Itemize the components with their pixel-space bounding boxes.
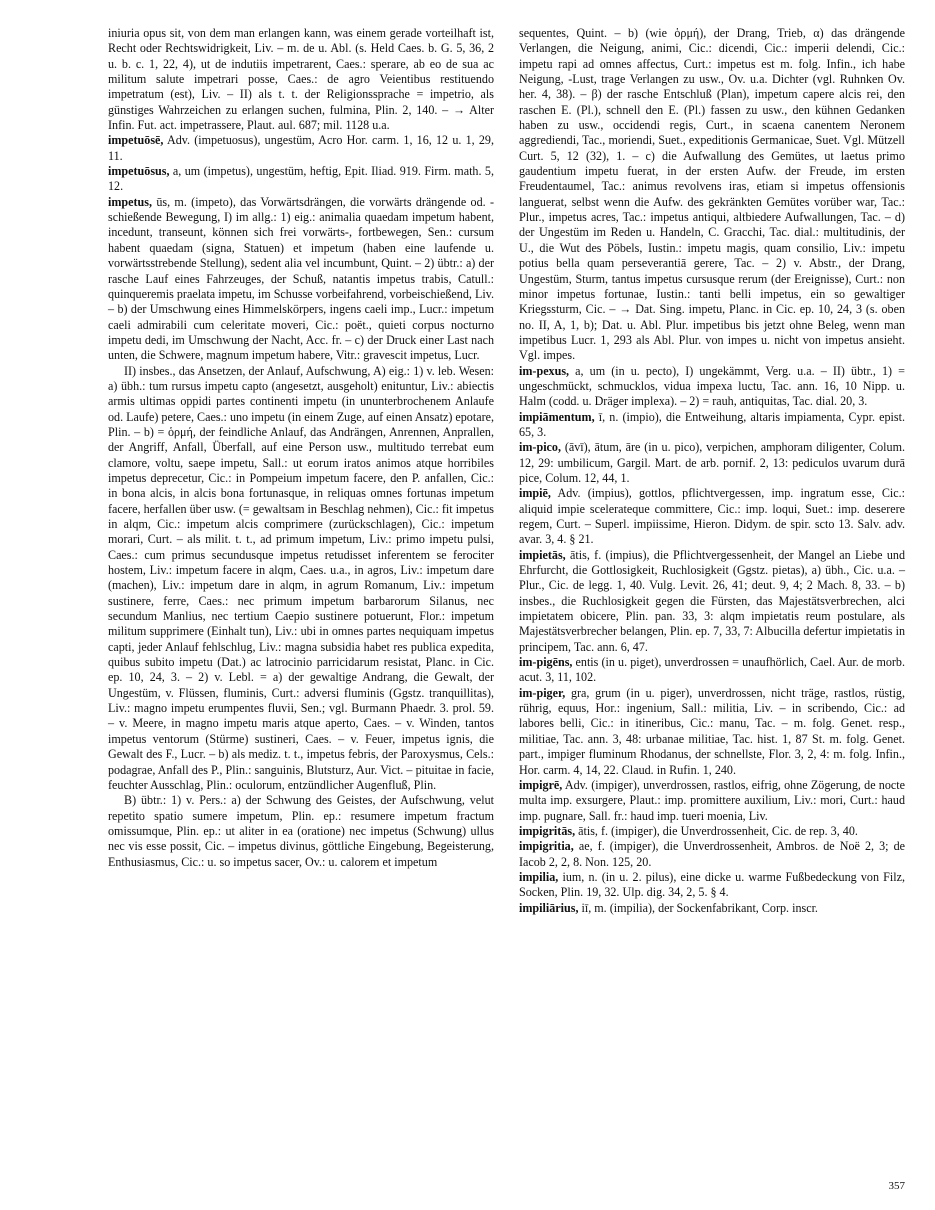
entry-text: Adv. (impius), gottlos, pflichtvergessen, imp. ingratum esse, Cic.: aliquid impie scelerateque committere, Cic.: imp. loqui, Suet.: imp. deserere regem, Curt. – Superl. impiissime, Hieron. Didym. de spir. scto 13. Salv. adv. avar. 3, 4. § 21.: [519, 486, 905, 547]
entry-headword: impetuōsus,: [108, 164, 170, 179]
entry-text: ium, n. (in u. 2. pilus), eine dicke u. warme Fußbedeckung von Filz, Socken, Plin. 19, 32. Ulp. dig. 34, 2, 5. § 4.: [519, 869, 905, 900]
right-column: [519, 26, 905, 916]
entry-headword: impiāmentum,: [519, 409, 595, 424]
entry-text: ātis, f. (impiger), die Unverdrossenheit, Cic. de rep. 3, 40.: [575, 823, 858, 838]
dictionary-entry: [519, 824, 905, 839]
entry-headword: impigrē,: [519, 777, 563, 792]
entry-headword: impetuōsē,: [108, 133, 164, 148]
entry-text: Adv. (impetuosus), ungestüm, Acro Hor. carm. 1, 16, 12 u. 1, 29, 11.: [108, 133, 494, 163]
entry-text: a, um (impetus), ungestüm, heftig, Epit. Iliad. 919. Firm. math. 5, 12.: [108, 164, 494, 194]
dictionary-entry: [108, 133, 494, 164]
entry-headword: im-pico,: [519, 440, 561, 455]
entry-text: ūs, m. (impeto), das Vorwärtsdrängen, die vorwärts drängende od. -schießende Bewegung, I) im allg.: 1) eig.: animalia quaedam impetum habent, incedunt, transeunt, können sich frei vorwärts-, fortbewegen, Sen.: cursum habent quaedam (signa, Statuen) et impetum (haben eine laufende u. vorwärtsstrebende Stellung), sedent alia vel incumbunt, Quint. – 2) übtr.: a) der rasche Lauf eines Fahrzeuges, der Schuß, natantis impetus trabis, Catull.: quinqueremis praelata impetu, im Schusse vorbeifahrend, vorbeischießend, Liv. – b) der Umschwung eines Himmelskörpers, ingens caeli imp., Lucr.: impetum caeli admirabili cum celeritate moveri, Cic.: poët., quieti corpus nocturno impetu dedi, im Umschwung der Nacht, Acc. fr. – c) der Druck einer Last nach unten, die Schwere, magnum impetum habere, Vitr.: gravescit impetus, Lucr.: [108, 194, 494, 363]
entry-text: ī, n. (impio), die Entweihung, altaris impiamenta, Cypr. epist. 65, 3.: [519, 409, 905, 439]
entry-headword: impigritās,: [519, 823, 576, 838]
entry-text: iī, m. (impilia), der Sockenfabrikant, Corp. inscr.: [578, 900, 818, 915]
dictionary-entry: [108, 195, 494, 364]
entry-headword: impiliārius,: [519, 900, 579, 915]
dictionary-entry: [108, 164, 494, 195]
entry-text: sequentes, Quint. – b) (wie ὁρμή), der Drang, Trieb, α) das drängende Verlangen, die Neigung, animi, Cic.: dicendi, Cic.: imperii delendi, Cic.: impetu rapi ad omnes affectus, Curt.: impetus est m. folg. Infin., ich habe Neigung, -Lust, trage Verlangen zu usw., Ov. u.a. Dichter (vgl. Ruhnken Ov. her. 4, 38). – β) der rasche Entschluß (Plan), impetum capere alcis rei, den raschen E. (Pl.), schnell den E. (Pl.) fassen zu usw., den kühnen Gedanken haben zu usw., occidendi regis, Curt., in scaena canentem Neronem aggrediendi, Tac., moriendi, Suet., expeditionis Germanicae, Suet. Vgl. Mützell Curt. 5, 12 (32), 1. – c) die Aufwallung des Gemütes, ut laetus primo gaudentium impetu fuerat, in der ersten Aufw. der Freude, im ersten Freudentaumel, Tac.: animus revolvens iras, etiam si impetus offensionis languerat, selbst wenn die Aufw. des gekränkten Gemütes vorüber war, Tac.: Plur., impetus acres, Tac.: impetus antiqui, altbiedere Aufwallungen, Tac. – d) der Ungestüm im Reden u. Handeln, C. Gracchi, Tac. dial.: multitudinis, der U., die Wut des Pöbels, Iustin.: impetu magis, quam consilio, Liv.: impetu potius bella quam perseverantiā gerere, Tac. – 2) v. Abstr., der Drang, Ungestüm, Sturm, tantus impetus cursusque rerum (der Ereignisse), Curt.: non minor impetus fortunae, Iustin.: tanti belli impetus, ein so gewaltiger Kriegssturm, Cic. – → Dat. Sing. impetu, Planc. in Cic. ep. 10, 24, 3 (s. oben no. II, A, 1, b); Dat. u. Abl. Plur. impetibus bis jetzt ohne Beleg, wenn man impetibus Lucr. 1, 293 als Abl. Plur. von impes u. nicht von impetus ansieht. Vgl. impes.: [519, 26, 905, 363]
dictionary-entry: [108, 364, 494, 794]
dictionary-entry: [519, 655, 905, 686]
entry-text: ātis, f. (impius), die Pflichtvergessenheit, der Mangel an Liebe und Ehrfurcht, die Gottlosigkeit, Ruchlosigkeit (Ggstz. pietas), a) übh., Cic. u.a. – Plur., Cic. de legg. 1, 40. Vulg. Levit. 26, 41; deut. 9, 4; 2 Mach. 8, 33. – b) insbes., die Ruchlosigkeit gegen die Fürsten, das Majestätsverbrechen, alci impietatem obicere, Plin. pan. 33, 3: alqm impietatis reum postulare, als Majestätsverbrecher belangen, Plin. ep. 7, 33, 7: Albucilla defertur impietatis in principem, Tac. ann. 6, 47.: [519, 547, 905, 654]
dictionary-entry: [108, 793, 494, 870]
dictionary-page: [108, 26, 905, 1196]
entry-text: ae, f. (impiger), die Unverdrossenheit, Ambros. de Noë 2, 3; de Iacob 2, 2, 8. Non. 125, 20.: [519, 839, 905, 869]
entry-headword: impietās,: [519, 547, 566, 562]
entry-text: B) übtr.: 1) v. Pers.: a) der Schwung des Geistes, der Aufschwung, velut repetito spatio sumere impetum, Plin. ep.: resumere impetum fractum omissumque, Plin. ep.: ut aliter in ea (oratione) nec impetus (Schwung) ullus nec vis esse possit, Cic. – impetus divinus, göttliche Eingebung, Begeisterung, Enthusiasmus, Cic.: u. so impetus sacer, Ov.: u. calorem et impetum: [108, 793, 494, 869]
dictionary-entry: [519, 548, 905, 655]
entry-text: gra, grum (in u. piger), unverdrossen, nicht träge, rastlos, rüstig, rührig, equus, Hor.: ingenium, Sall.: militia, Liv. – in scribendo, Cic.: ad labores belli, Cic.: in itineribus, Cic.: manu, Tac. – m. folg. Genet. resp., militiae, Tac. ann. 3, 48: urbanae militiae, Tac. hist. 1, 87 St. m. folg. Genet. part., impiger fluminum Rhodanus, der schnellste, Flor. 3, 2, 4: m. folg. Infin., Hor. carm. 4, 14, 22. Claud. in Rufin. 1, 240.: [519, 685, 905, 777]
entry-text: (āvī), ātum, āre (in u. pico), verpichen, amphoram diligenter, Colum. 12, 29: umbilicum, Gargil. Mart. de arb. pornif. 2, 13: pediculos uvarum durā pice, Colum. 12, 44, 1.: [519, 440, 905, 485]
dictionary-entry: [519, 901, 905, 916]
entry-headword: im-piger,: [519, 685, 566, 700]
dictionary-entry: [519, 410, 905, 441]
entry-text: entis (in u. piget), unverdrossen = unaufhörlich, Cael. Aur. de morb. acut. 3, 11, 102.: [519, 655, 905, 685]
entry-headword: impetus,: [108, 194, 153, 209]
dictionary-entry: [519, 839, 905, 870]
entry-headword: impilia,: [519, 869, 559, 884]
dictionary-entry: [519, 26, 905, 364]
dictionary-entry: [519, 440, 905, 486]
dictionary-entry: [519, 686, 905, 778]
entry-headword: im-pexus,: [519, 363, 570, 378]
dictionary-entry: [519, 778, 905, 824]
entry-headword: impiē,: [519, 486, 551, 501]
left-column: [108, 26, 494, 870]
dictionary-entry: [519, 364, 905, 410]
dictionary-entry: [108, 26, 494, 133]
page-number: 357: [888, 1180, 905, 1192]
entry-text: II) insbes., das Ansetzen, der Anlauf, Aufschwung, A) eig.: 1) v. leb. Wesen: a) übh.: tum rursus impetu capto (angesetzt, ausgeholt) enituntur, Liv.: abiectis armis ultimas oppidi partes continenti impetu (in ununterbrochenem Anlaufe od. Laufe) petere, Caes.: uno impetu (in einem Zuge, auf einen Ansatz) epotare, Plin. – b) = ὁρμή, der feindliche Anlauf, das Andrängen, Anrennen, Anprallen, der Angriff, Anfall, Überfall, auf eine Person usw., multitudo terrebat eum clamore, voltu, saepe impetu, Sall.: ut eorum iratos animos atque horribiles impetus deprecetur, Cic.: in Pompeium impetum facere, den P. anfallen, Cic.: in bona alcis, in alcis bona fortunasque, in reliquas omnes fortunas impetum facere, herfallen über usw. (= gewaltsam in Beschlag nehmen), Cic.: fit impetus in alqm, Cic.: impetum alcis comprimere (zurückschlagen), Cic.: impetum morari, Curt. – als milit. t. t., ad primum impetum, Liv.: primo impetu pulsi, Caes.: cum primus secundusque impetus retudisset inferentem se ferociter hostem, Liv.: impetum facere in alqm, Caes. u.a., in agros, Liv.: impetum dare (machen), Liv.: impetum dare in alqm, in agrum Romanum, Liv.: impetum sustinere, ferre, Caes.: nec primum impetum barbarorum Silanus, nec secundum Manlius, nec tertium Caepio sustinere potuerunt, Flor.: impetum militum supprimere (Einhalt tun), Liv.: ubi in omnes partes nequiquam impetus capti, jeder Anlauf fehlschlug, Liv.: magna subsidia habet res publica expedita, quibus subito impetu (Dat.) ac latrocinio parricidarum resistat, Planc. in Cic. ep. 10, 24, 3. – 2) v. Lebl. = a) der gewaltige Andrang, die Gewalt, der Ungestüm, v. Flüssen, fluminis, Curt.: adversi fluminis (Ggstz. tranquillitas), Liv.: magno impetu erumpentes fluvii, Sen.; vgl. Burmann Phaedr. 3. prol. 59. – v. Meere, in magno impetu maris atque aperto, Caes. – v. Winden, tantos impetus ventorum (Stürme) sustineri, Caes. – v. Feuer, impetus ignis, die Gewalt des F., Lucr. – b) als mediz. t. t., impetus febris, der Paroxysmus, Cels.: podagrae, Anfall des P., Plin.: sanguinis, Blutsturz, Aur. Vict. – pituitae in facie, feuchter Ausschlag, Plin.: oculorum, entzündlicher Augenfluß, Plin.: [108, 363, 494, 792]
entry-text: Adv. (impiger), unverdrossen, rastlos, eifrig, ohne Zögerung, de nocte multa imp. exsurgere, Plaut.: imp. promittere auxilium, Liv.: mori, Curt.: haud imp. pugnare, Sall. fr.: haud imp. tueri moenia, Liv.: [519, 777, 905, 823]
entry-text: a, um (in u. pecto), I) ungekämmt, Verg. u.a. – II) übtr., 1) = ungeschmückt, schmucklos, vidua impexa luctu, Tac. ann. 16, 10 Nipp. u. Halm (codd. u. Dräger implexa). – 2) = rauh, antiquitas, Tac. dial. 20, 3.: [519, 363, 905, 409]
dictionary-entry: [519, 486, 905, 547]
entry-text: iniuria opus sit, von dem man erlangen kann, was einem gerade vorteilhaft ist, Recht oder Rechtswidrigkeit, Liv. – m. de u. Abl. (s. Held Caes. b. G. 5, 36, 2 u. b. c. 1, 22, 4), ut de indutiis impetrarent, Caes.: sperare, ab eo de sua ac militum salute impetrari posse, Caes.: de agro Veientibus restituendo impetratum (est), Liv. – II) als t. t. der Religionssprache = impetrio, als günstiges Wahrzeichen zu erlangen suchen, fulmina, Plin. 2, 140. – → Alter Infin. Fut. act. impetrassere, Plaut. aul. 687; mil. 1128 u.a.: [108, 26, 494, 133]
entry-headword: impigritia,: [519, 839, 574, 854]
dictionary-entry: [519, 870, 905, 901]
entry-headword: im-pigēns,: [519, 655, 573, 670]
